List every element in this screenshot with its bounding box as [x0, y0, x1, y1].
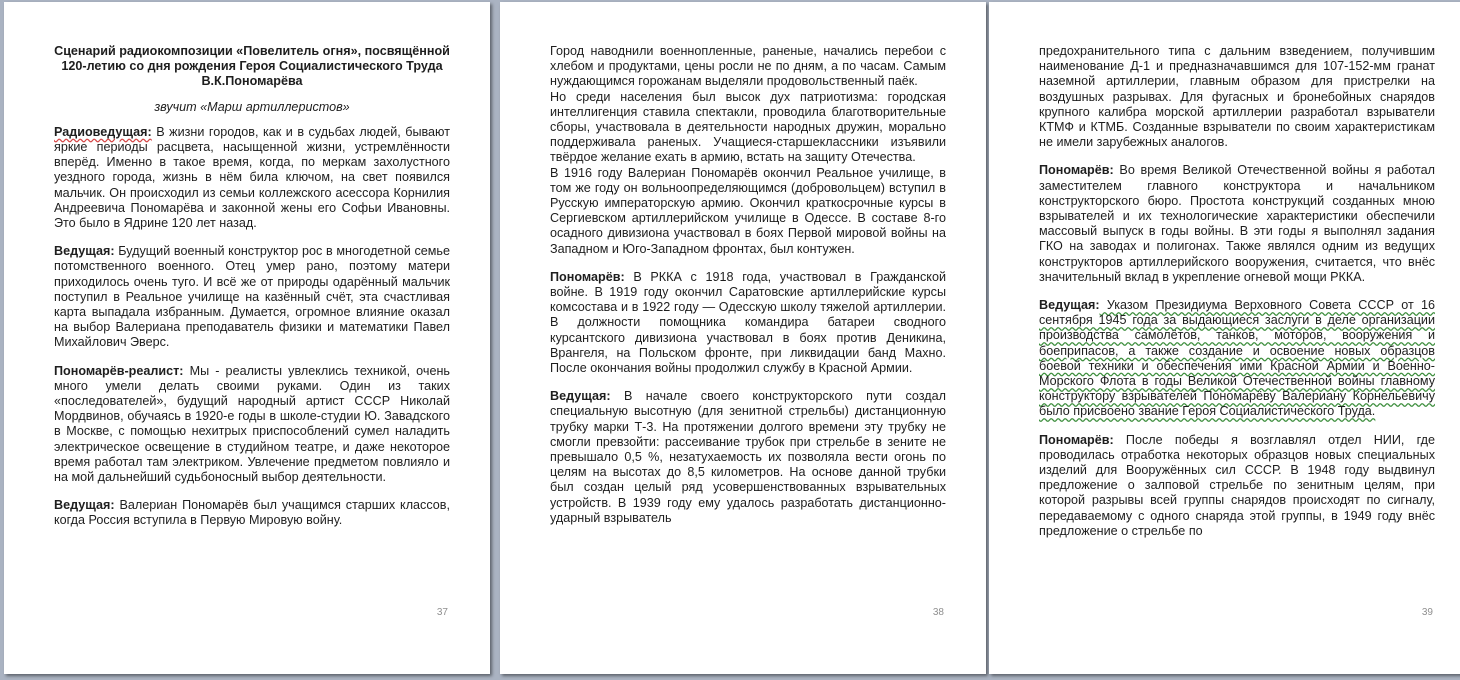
paragraph	[54, 364, 450, 486]
paragraph-text: предохранительного типа с дальним взведением, получившим наименование Д-1 и предназначавшимся для 107-152-мм гранат наземной артиллерии, главным образом для пристрелки на воздушных разрывах. Для фугасных и бронебойных снарядов крупного калибра морской артиллерии разработал взрыватели КТМФ и КТМБ. Созданные взрыватели по своим характеристикам не имели зарубежных аналогов.	[1039, 44, 1435, 150]
speaker-label: Пономарёв:	[1039, 163, 1114, 178]
paragraph-text: Валериан Пономарёв был учащимся старших классов, когда Россия вступила в Первую Мировую войну.	[54, 498, 450, 528]
paragraph	[54, 244, 450, 350]
paragraph	[1039, 298, 1435, 420]
paragraph-line: Город наводнили военнопленные, раненые, начались перебои с хлебом и продуктами, цены росли не по дням, а по часам. Самым нуждающимся горожанам выделяли продовольственный паёк.	[550, 44, 946, 89]
paragraph-text: Мы - реалисты увлеклись техникой, очень много умели делать своими руками. Один из таких «последователей», будущий народный артист СССР Николай Мордвинов, обучаясь в 1920-е годы в школе-студии Ю. Завадского в Москве, с помощью нехитрых приспособлений сумел наладить электрическое освещение в студийном театре, и даже некоторое время работал там электриком. Увлечение предметом повлияло и на мой дальнейший судьбоносный выбор деятельности.	[54, 363, 450, 485]
paragraph-text: Во время Великой Отечественной войны я работал заместителем главного конструктора и начальником конструкторского бюро. Простота конструкций созданных мною взрывателей и их технологические характеристики обеспечили массовый выпуск в годы войны. В эти годы я выполнял задания ГКО на заводах и полигонах. Также являлся одним из ведущих конструкторов артиллерийского вооружения, считается, что внёс значительный вклад в укрепление огневой мощи РККА.	[1039, 163, 1435, 284]
page-number: 39	[1421, 607, 1433, 618]
paragraph-text: В жизни городов, как и в судьбах людей, бывают яркие периоды расцвета, насыщенной жизни, устремлённости вперёд. Именно в такое время, когда, по меркам захолустного уездного города, жизнь в нём била ключом, на свет появился мальчик. Он происходил из семьи коллежского асессора Корнилия Андреевича Пономарёва и законной жены его Софьи Ивановны. Это было в Ядрине 120 лет назад.	[54, 124, 450, 231]
document-page-37	[4, 2, 490, 674]
page-content	[1039, 44, 1435, 618]
paragraph-text: Указом Президиума Верховного Совета СССР от 16 сентября 1945 года за выдающиеся заслуги в деле организации производства самолётов, танков, моторов, вооружения и боеприпасов, а также создание и освоение новых образцов боевой техники и обеспечения ими Красной Армии и Военно-Морского Флота в годы Великой Отечественной войны главному конструктору взрывателей Пономарёву Валериану Корнельевичу было присвоено звание Героя Социалистического Труда.	[1039, 298, 1435, 419]
paragraph-text: В начале своего конструкторского пути создал специальную высотную (для зенитной стрельбы) дистанционную трубку марки Т-3. На протяжении долгого времени эту трубку не смогли превзойти: рассеивание трубок при стрельбе в зените не превышало 0,5 %, незатухаемость их позволяла вести огонь по целям на высотах до 8,5 километров. На основе данной трубки был создан целый ряд усовершенствованных взрывательных устройств. В 1939 году ему удалось разработать дистанционно-ударный взрыватель	[550, 389, 946, 525]
paragraph	[1039, 163, 1435, 285]
document-subtitle: звучит «Марш артиллеристов»	[154, 99, 350, 114]
paragraph	[550, 270, 946, 376]
paragraph-text: В РККА с 1918 года, участвовал в Гражданской войне. В 1919 году окончил Саратовские артиллерийские курсы комсостава и в 1922 году — Одесскую школу тяжелой артиллерии. В должности помощника командира батареи сводного курсантского дивизиона участвовал в боях против Деникина, Врангеля, на Польском фронте, при ликвидации банд Махно. После окончания войны продолжил службу в Красной Армии.	[550, 269, 946, 376]
paragraph	[1039, 433, 1435, 539]
paragraph-text: Будущий военный конструктор рос в многодетной семье потомственного военного. Отец умер рано, поэтому матери приходилось очень туго. И всё же от природы одарённый мальчик поступил в Реальное училище на казённый счёт, эта счастливая карта выпадала избранным. Думается, огромное влияние оказал на выбор Валериана преподаватель физики и математики Павел Михайлович Эверс.	[54, 244, 450, 350]
speaker-label: Ведущая:	[54, 498, 115, 513]
speaker-label: Пономарёв-реалист:	[54, 363, 184, 378]
paragraph	[54, 498, 450, 528]
paragraph-text: После победы я возглавлял отдел НИИ, где проводилась отработка некоторых образцов новых специальных изделий для Вооружённых сил СССР. В 1948 году выдвинул предложение о залповой стрельбе по зенитным целям, при которой разрывы всей группы снарядов происходят по сигналу, передаваемому с одного снаряда этой группы, в 1949 году внёс предложение о стрельбе по	[1039, 432, 1435, 538]
speaker-label: Ведущая:	[54, 244, 115, 259]
paragraph	[1039, 44, 1435, 150]
document-page-38	[500, 2, 986, 674]
paragraph	[550, 44, 946, 257]
document-title: Сценарий радиокомпозиции «Повелитель огня», посвящённой 120-летию со дня рождения Героя Социалистического Труда В.К.Пономарёва	[54, 44, 450, 89]
document-page-39	[989, 2, 1460, 674]
page-number: 38	[932, 607, 944, 618]
speaker-label: Ведущая:	[550, 389, 611, 404]
page-content	[54, 44, 450, 618]
speaker-label: Пономарёв:	[1039, 432, 1114, 447]
page-content	[550, 44, 946, 618]
speaker-label: Пономарёв:	[550, 269, 625, 284]
paragraph-line: В 1916 году Валериан Пономарёв окончил Реальное училище, в том же году он вольноопределяющимся (добровольцем) вступил в Русскую императорскую армию. Окончил краткосрочные курсы в Сергиевском артиллерийском училище в Одессе. В составе 8-го осадного дивизиона участвовал в боях Первой мировой войны на Западном и Юго-Западном фронтах, был контужен.	[550, 165, 946, 256]
paragraph	[54, 125, 450, 231]
paragraph-line: Но среди населения был высок дух патриотизма: городская интеллигенция ставила спектакли, проводила благотворительные сборы, участвовала в деятельности народных дружин, морально поддерживала раненых. Учащиеся-старшеклассники изъявили твёрдое желание ехать в армию, встать на защиту Отечества.	[550, 89, 946, 165]
speaker-label: Ведущая:	[1039, 298, 1100, 313]
speaker-label: Радиоведущая:	[54, 124, 152, 139]
paragraph	[550, 389, 946, 526]
page-number: 37	[436, 607, 448, 618]
